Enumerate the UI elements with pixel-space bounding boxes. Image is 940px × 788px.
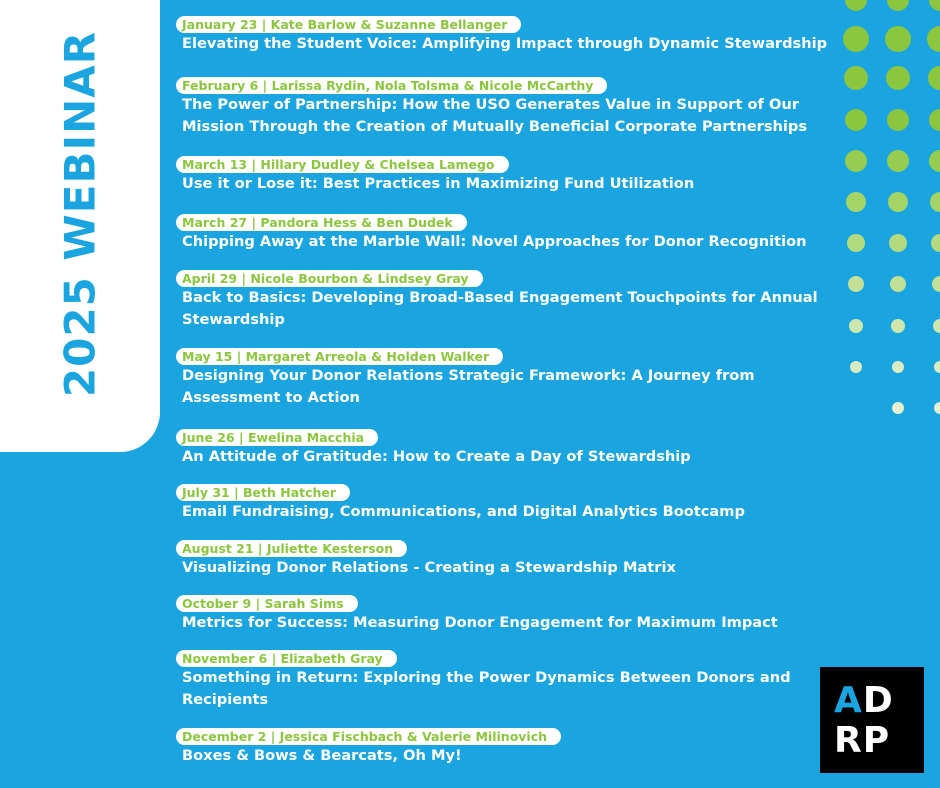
session-item xyxy=(176,346,842,409)
decorative-dot xyxy=(847,234,865,252)
session-item xyxy=(176,482,842,523)
decorative-dot xyxy=(844,66,868,90)
decorative-dot xyxy=(934,361,940,373)
decorative-dot xyxy=(892,361,904,373)
session-date-speakers: February 6 | Larissa Rydin, Nola Tolsma & Nicole McCarthy xyxy=(176,77,607,94)
decorative-dot xyxy=(849,319,863,333)
decorative-dot xyxy=(928,66,940,90)
session-item xyxy=(176,726,842,767)
session-date-speakers: January 23 | Kate Barlow & Suzanne Bellanger xyxy=(176,16,521,33)
decorative-dot xyxy=(845,0,867,11)
session-date-speakers: October 9 | Sarah Sims xyxy=(176,595,358,612)
page-title: 2025 WEBINAR xyxy=(55,30,105,398)
decorative-dot xyxy=(845,150,867,172)
session-item xyxy=(176,427,842,468)
session-date-speakers: July 31 | Beth Hatcher xyxy=(176,484,350,501)
decorative-dot xyxy=(843,26,869,52)
session-title: Visualizing Donor Relations - Creating a Stewardship Matrix xyxy=(182,559,676,576)
decorative-dot xyxy=(934,402,940,414)
decorative-dot xyxy=(892,402,904,414)
session-item xyxy=(176,14,842,55)
session-title: Chipping Away at the Marble Wall: Novel Approaches for Donor Recognition xyxy=(182,233,807,250)
session-item xyxy=(176,75,842,138)
decorative-dot xyxy=(886,66,910,90)
session-title: Use it or Lose it: Best Practices in Maximizing Fund Utilization xyxy=(182,175,695,192)
session-date-speakers: April 29 | Nicole Bourbon & Lindsey Gray xyxy=(176,270,483,287)
title-panel xyxy=(0,0,160,452)
session-item xyxy=(176,538,842,579)
session-title: Something in Return: Exploring the Power Dynamics Between Donors and Recipients xyxy=(182,669,791,708)
decorative-dot xyxy=(888,192,908,212)
session-title: Boxes & Bows & Bearcats, Oh My! xyxy=(182,747,462,764)
logo-line-2: RP xyxy=(834,720,891,761)
decorative-dot xyxy=(929,0,940,11)
logo-letter-a: A xyxy=(834,680,863,721)
session-date-speakers: December 2 | Jessica Fischbach & Valerie Milinovich xyxy=(176,728,561,745)
decorative-dot xyxy=(890,276,906,292)
decorative-dot xyxy=(846,192,866,212)
decorative-dot xyxy=(932,276,940,292)
session-item xyxy=(176,648,842,711)
session-date-speakers: May 15 | Margaret Arreola & Holden Walker xyxy=(176,348,503,365)
session-date-speakers: November 6 | Elizabeth Gray xyxy=(176,650,397,667)
session-title: Designing Your Donor Relations Strategic Framework: A Journey from Assessment to Action xyxy=(182,367,755,406)
decorative-dot xyxy=(848,276,864,292)
session-title: Metrics for Success: Measuring Donor Engagement for Maximum Impact xyxy=(182,614,778,631)
session-date-speakers: March 13 | Hillary Dudley & Chelsea Lamego xyxy=(176,156,509,173)
decorative-dot xyxy=(931,234,940,252)
decorative-dot xyxy=(887,109,909,131)
logo-line-1 xyxy=(834,681,924,721)
decorative-dot xyxy=(887,150,909,172)
session-title: An Attitude of Gratitude: How to Create a Day of Stewardship xyxy=(182,448,691,465)
session-date-speakers: June 26 | Ewelina Macchia xyxy=(176,429,378,446)
adrp-logo xyxy=(820,667,924,773)
session-title: Email Fundraising, Communications, and Digital Analytics Bootcamp xyxy=(182,503,745,520)
decorative-dot xyxy=(845,109,867,131)
decorative-dot xyxy=(929,109,940,131)
decorative-dot xyxy=(927,26,940,52)
decorative-dot xyxy=(889,234,907,252)
decorative-dot xyxy=(887,0,909,11)
decorative-dot xyxy=(885,26,911,52)
decorative-dot xyxy=(891,319,905,333)
decorative-dot xyxy=(930,192,940,212)
decorative-dot xyxy=(933,319,940,333)
session-date-speakers: August 21 | Juliette Kesterson xyxy=(176,540,407,557)
decorative-dot xyxy=(929,150,940,172)
logo-letter-d: D xyxy=(862,680,894,721)
session-item xyxy=(176,268,842,331)
session-item xyxy=(176,593,842,634)
session-item xyxy=(176,154,842,195)
session-item xyxy=(176,212,842,253)
decorative-dot xyxy=(850,361,862,373)
session-title: Back to Basics: Developing Broad-Based Engagement Touchpoints for Annual Stewardship xyxy=(182,289,818,328)
session-title: The Power of Partnership: How the USO Generates Value in Support of Our Mission Through the Creation of Mutually Beneficial Corporate Partnerships xyxy=(182,96,808,135)
session-title: Elevating the Student Voice: Amplifying Impact through Dynamic Stewardship xyxy=(182,35,828,52)
session-date-speakers: March 27 | Pandora Hess & Ben Dudek xyxy=(176,214,467,231)
